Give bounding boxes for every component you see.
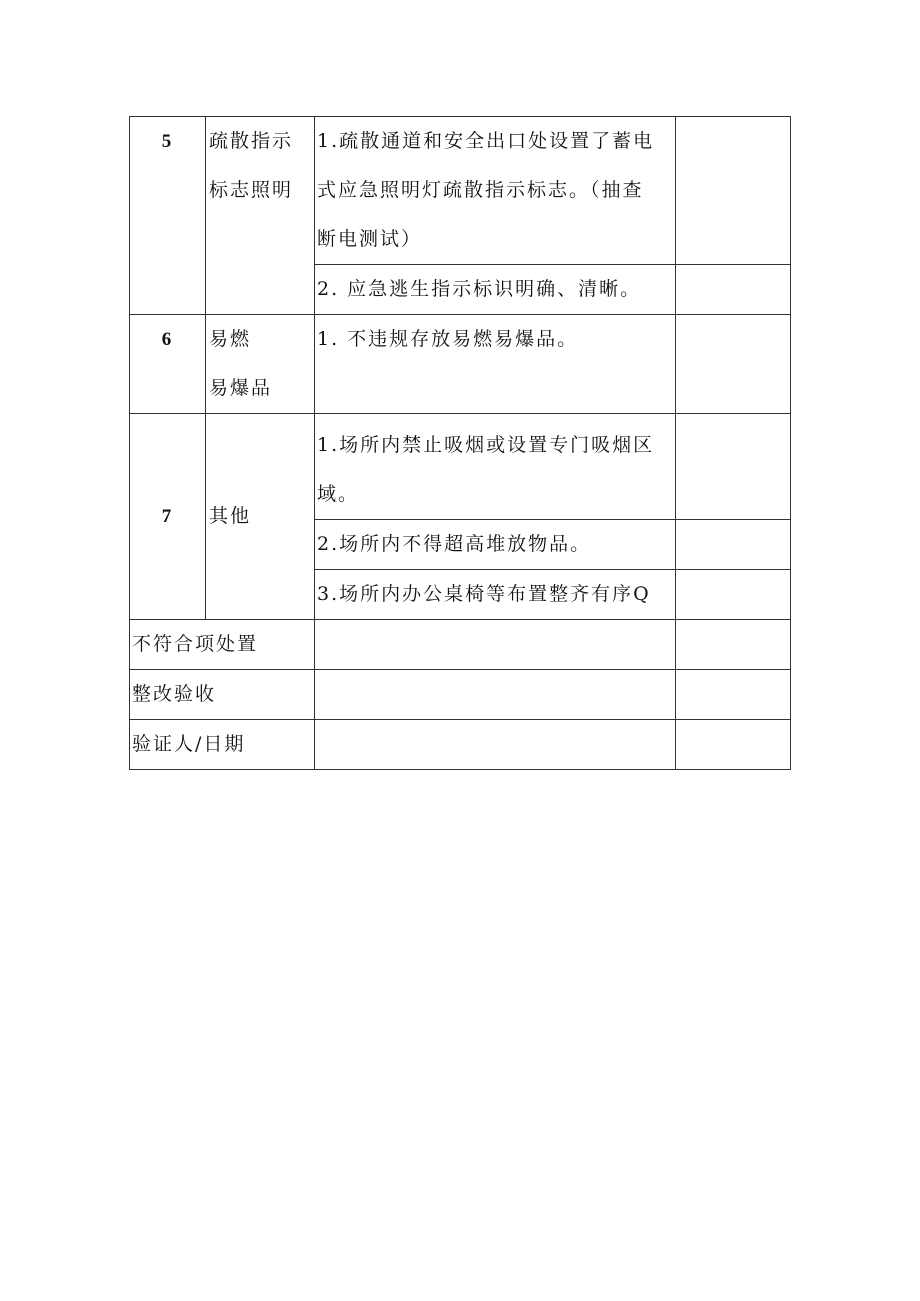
result-cell[interactable]: [676, 117, 791, 265]
result-cell[interactable]: [676, 670, 791, 720]
footer-label: 验证人/日期: [130, 720, 315, 770]
requirement-cell: 1.疏散通道和安全出口处设置了蓄电 式应急照明灯疏散指示标志。（抽查 断电测试）: [315, 117, 676, 265]
item-number: 7: [130, 414, 206, 620]
requirement-cell: 3.场所内办公桌椅等布置整齐有序Q: [315, 570, 676, 620]
footer-value-cell[interactable]: [315, 720, 676, 770]
footer-value-cell[interactable]: [315, 620, 676, 670]
result-cell[interactable]: [676, 414, 791, 520]
requirement-cell: 2.场所内不得超高堆放物品。: [315, 520, 676, 570]
footer-label: 整改验收: [130, 670, 315, 720]
item-number: 6: [130, 315, 206, 414]
table-row: [130, 117, 791, 265]
result-cell[interactable]: [676, 520, 791, 570]
requirement-cell: 1. 不违规存放易燃易爆品。: [315, 315, 676, 414]
table-row: [130, 720, 791, 770]
result-cell[interactable]: [676, 315, 791, 414]
item-category: 其他: [206, 414, 315, 620]
item-category: 疏散指示 标志照明: [206, 117, 315, 315]
table-row: [130, 414, 791, 520]
result-cell[interactable]: [676, 620, 791, 670]
table-row: [130, 620, 791, 670]
item-category: 易燃 易爆品: [206, 315, 315, 414]
item-number: 5: [130, 117, 206, 315]
requirement-cell: 1.场所内禁止吸烟或设置专门吸烟区 域。: [315, 414, 676, 520]
inspection-table: [129, 116, 791, 770]
result-cell[interactable]: [676, 265, 791, 315]
footer-value-cell[interactable]: [315, 670, 676, 720]
requirement-cell: 2. 应急逃生指示标识明确、清晰。: [315, 265, 676, 315]
table-row: [130, 670, 791, 720]
result-cell[interactable]: [676, 720, 791, 770]
result-cell[interactable]: [676, 570, 791, 620]
table-row: [130, 315, 791, 414]
footer-label: 不符合项处置: [130, 620, 315, 670]
